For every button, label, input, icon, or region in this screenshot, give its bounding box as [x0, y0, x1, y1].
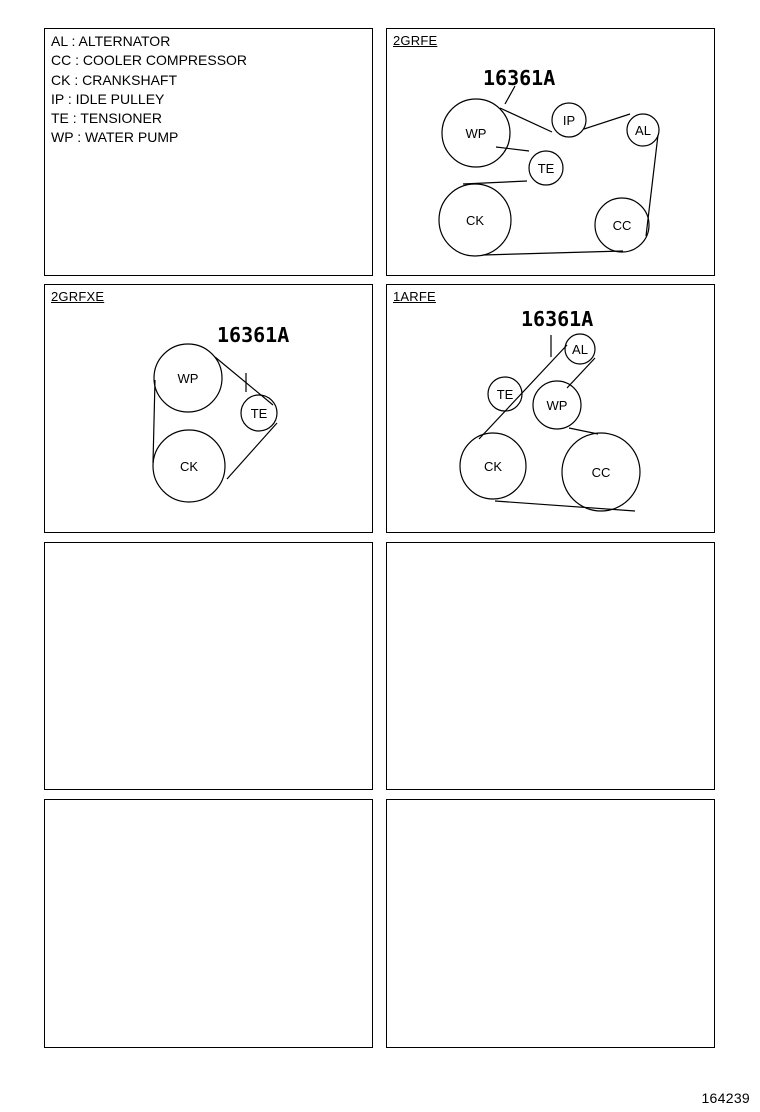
legend-text: CRANKSHAFT [82, 71, 178, 88]
legend-panel [44, 28, 373, 276]
legend-code: AL [51, 33, 68, 49]
figure-id: 164239 [701, 1090, 750, 1106]
belt-segment [483, 251, 623, 255]
pulley-label: TE [537, 161, 555, 176]
legend-text: IDLE PULLEY [75, 90, 165, 107]
belt-diagram-1arfe [387, 285, 716, 534]
belt-segment [227, 423, 277, 479]
legend-item: CC : COOLER COMPRESSOR [51, 52, 248, 69]
pulley-label: CK [465, 213, 485, 228]
pulley-label: CK [483, 459, 503, 474]
pulley-label: IP [562, 113, 576, 128]
legend-code: IP [51, 90, 64, 107]
pulley-label: AL [635, 123, 651, 138]
belt-segment [646, 135, 658, 236]
pulley-label: WP [546, 398, 568, 413]
legend-code: CK [51, 71, 71, 88]
belt-segment [479, 345, 567, 439]
belt-segment [215, 357, 273, 405]
belt-diagram-2grfe [387, 29, 716, 277]
pulley-label: CC [612, 218, 632, 233]
pulley-label: AL [572, 342, 588, 357]
legend-list [51, 32, 247, 148]
belt-diagram-2grfxe [45, 285, 374, 534]
panel-title: 2GRFXE [51, 289, 105, 304]
legend-item: WP : WATER PUMP [51, 129, 179, 146]
part-number-label: 16361A [483, 66, 556, 90]
legend-text: TENSIONER [80, 110, 162, 127]
panel-title: 1ARFE [393, 289, 436, 304]
belt-segment [495, 501, 635, 511]
pulley-label: TE [250, 406, 268, 421]
legend-item: TE : TENSIONER [51, 110, 162, 127]
empty-panel [44, 799, 373, 1048]
part-number-label: 16361A [217, 323, 290, 347]
legend-text: COOLER COMPRESSOR [82, 52, 248, 69]
legend-item: CK : CRANKSHAFT [51, 71, 178, 88]
diagram-panel-1arfe [386, 284, 715, 533]
empty-panel [386, 542, 715, 790]
legend-text: ALTERNATOR [78, 33, 171, 49]
diagram-panel-2grfe [386, 28, 715, 276]
pulley-label: WP [177, 371, 199, 386]
legend-code: WP [51, 129, 74, 146]
diagram-panel-2grfxe [44, 284, 373, 533]
pulley-label: CK [179, 459, 199, 474]
belt-segment [567, 358, 595, 388]
belt-segment [584, 114, 630, 129]
legend-code: CC [51, 52, 72, 69]
belt-segment [496, 147, 529, 151]
empty-panel [386, 799, 715, 1048]
legend-item: AL : ALTERNATOR [51, 33, 171, 49]
pulley-label: TE [496, 387, 514, 402]
empty-panel [44, 542, 373, 790]
pulley-label: CC [591, 465, 611, 480]
panel-title: 2GRFE [393, 33, 438, 48]
pulley-label: WP [465, 126, 487, 141]
belt-segment [153, 380, 155, 463]
part-number-label: 16361A [521, 307, 594, 331]
legend-code: TE [51, 110, 69, 127]
legend-item: IP : IDLE PULLEY [51, 90, 165, 107]
legend-text: WATER PUMP [84, 129, 179, 146]
